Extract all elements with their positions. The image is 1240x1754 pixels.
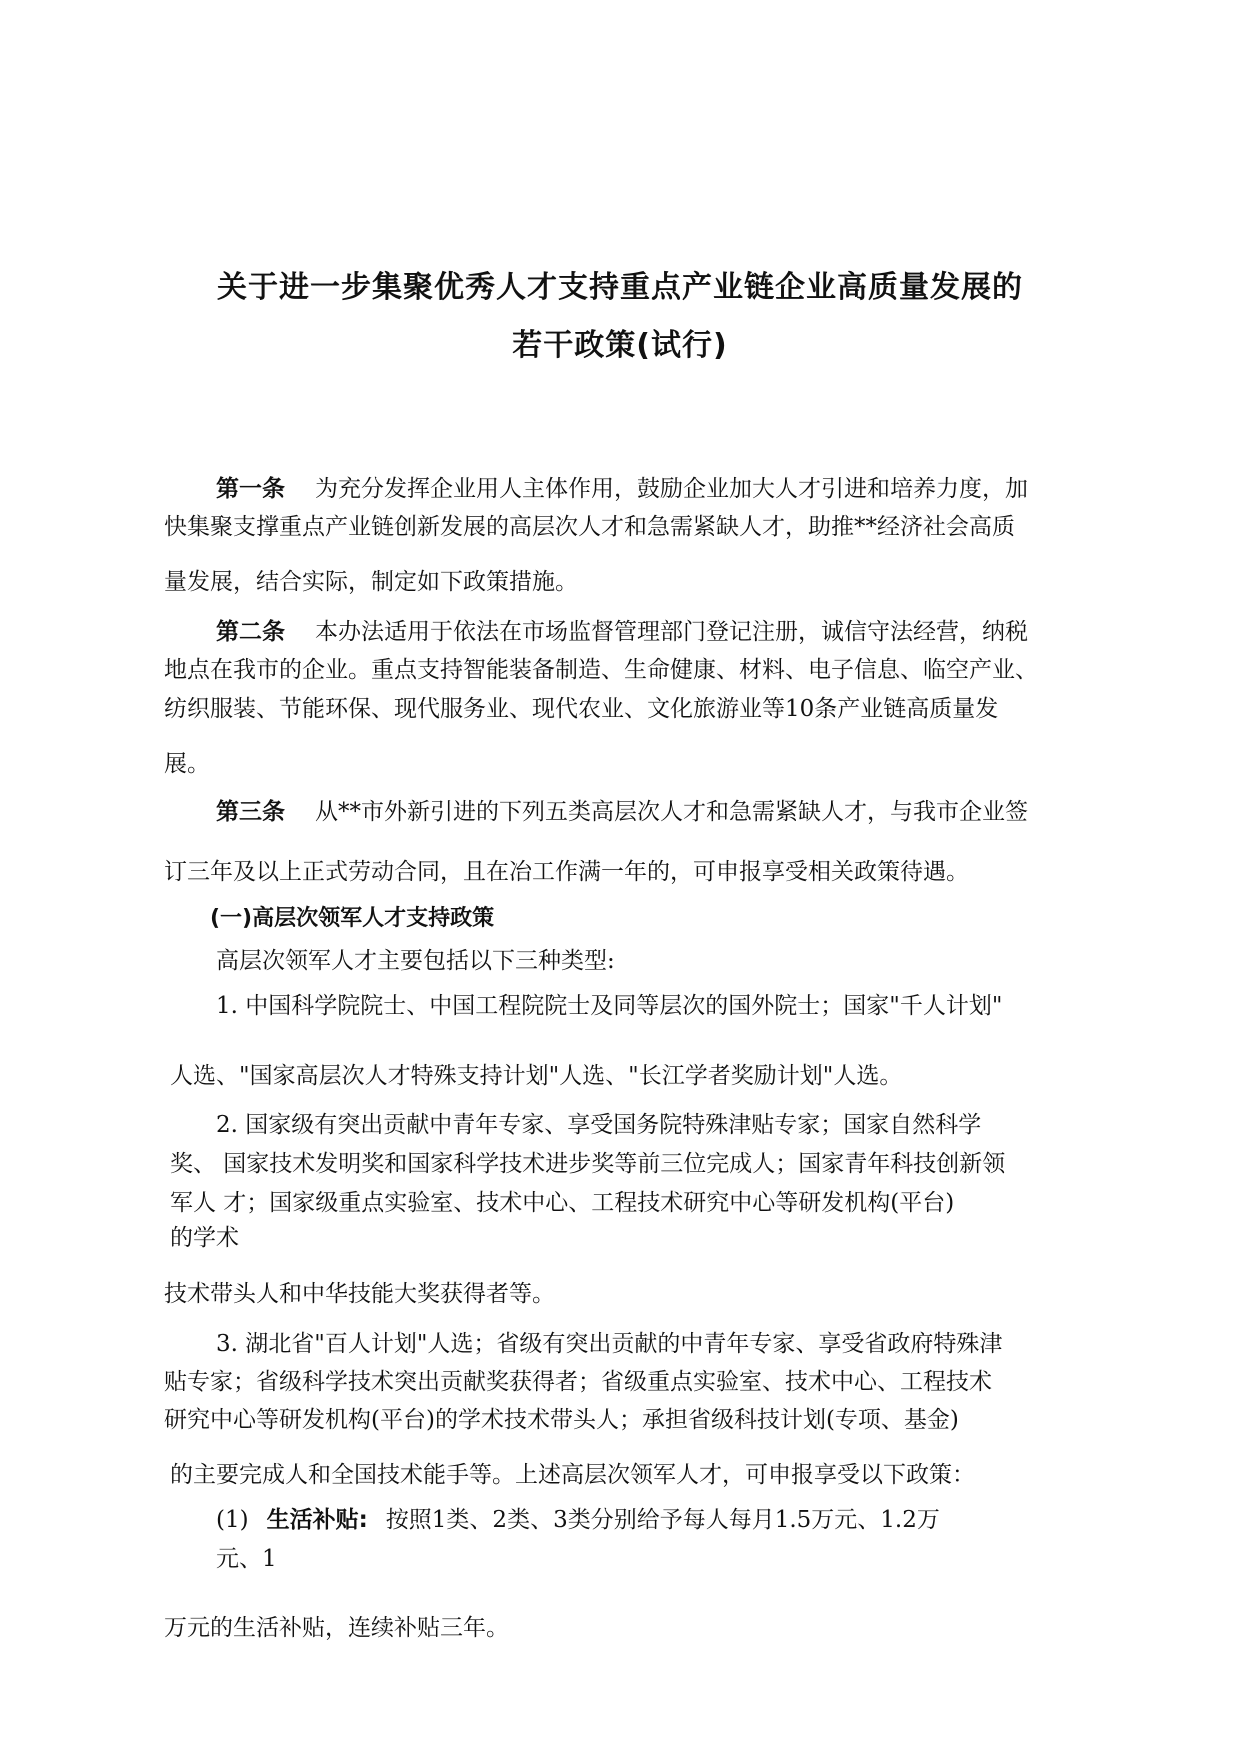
policy1-prefix: (1) — [216, 1507, 249, 1533]
section1-intro: 高层次领军人才主要包括以下三种类型: — [216, 948, 615, 974]
article3-line1 — [216, 801, 1028, 824]
article2-text: 本办法适用于依法在市场监督管理部门登记注册，诚信守法经营，纳税 — [315, 619, 1028, 645]
article3-heading: 第三条 — [216, 799, 285, 825]
article1-heading: 第一条 — [216, 476, 285, 502]
article3-text: 从**市外新引进的下列五类高层次人才和急需紧缺人才，与我市企业签 — [315, 799, 1028, 825]
article2-line4: 展。 — [164, 751, 210, 777]
article2-line3: 纺织服装、节能环保、现代服务业、现代农业、文化旅游业等10条产业链高质量发 — [164, 696, 999, 722]
policy1-line3: 万元的生活补贴，连续补贴三年。 — [164, 1615, 509, 1641]
article3-line2: 订三年及以上正式劳动合同，且在冶工作满一年的，可申报享受相关政策待遇。 — [164, 859, 969, 885]
document-title-line1: 关于进一步集聚优秀人才支持重点产业链企业高质量发展的 — [217, 270, 1023, 305]
item3-line2: 贴专家；省级科学技术突出贡献奖获得者；省级重点实验室、技术中心、工程技术 — [164, 1369, 992, 1395]
item1-line1: 1. 中国科学院院士、中国工程院院士及同等层次的国外院士；国家"千人计划" — [216, 993, 1003, 1019]
item2-line3: 军人 才；国家级重点实验室、技术中心、工程技术研究中心等研发机构(平台) — [170, 1190, 955, 1216]
item2-line1: 2. 国家级有突出贡献中青年专家、享受国务院特殊津贴专家；国家自然科学 — [216, 1112, 982, 1138]
article1-text: 为充分发挥企业用人主体作用，鼓励企业加大人才引进和培养力度，加 — [315, 476, 1028, 502]
item2-line2: 奖、 国家技术发明奖和国家科学技术进步奖等前三位完成人；国家青年科技创新领 — [170, 1151, 1006, 1177]
policy1-heading: 生活补贴: — [266, 1507, 368, 1533]
article2-heading: 第二条 — [216, 619, 285, 645]
item3-line4: 的主要完成人和全国技术能手等。上述高层次领军人才，可申报享受以下政策： — [170, 1462, 975, 1488]
policy1-text: 按照1类、2类、3类分别给予每人每月1.5万元、1.2万 — [385, 1507, 940, 1533]
document-title-line2: 若干政策(试行) — [512, 328, 728, 363]
item3-line1: 3. 湖北省"百人计划"人选；省级有突出贡献的中青年专家、享受省政府特殊津 — [216, 1331, 1003, 1357]
policy1-line1 — [216, 1509, 940, 1532]
item2-line4: 的学术 — [170, 1225, 239, 1251]
article2-line2: 地点在我市的企业。重点支持智能装备制造、生命健康、材料、电子信息、临空产业、 — [164, 657, 1038, 683]
item3-line3: 研究中心等研发机构(平台)的学术技术带头人；承担省级科技计划(专项、基金) — [164, 1407, 959, 1433]
article1-line1 — [216, 478, 1028, 501]
article1-line2: 快集聚支撑重点产业链创新发展的高层次人才和急需紧缺人才，助推**经济社会高质 — [164, 514, 1015, 540]
article1-line3: 量发展，结合实际，制定如下政策措施。 — [164, 569, 578, 595]
item2-line5: 技术带头人和中华技能大奖获得者等。 — [164, 1281, 555, 1307]
policy1-line2: 元、1 — [216, 1546, 277, 1572]
article2-line1 — [216, 621, 1028, 644]
item1-line2: 人选、"国家高层次人才特殊支持计划"人选、"长江学者奖励计划"人选。 — [170, 1063, 903, 1089]
section1-heading: (一)高层次领军人才支持政策 — [210, 906, 495, 931]
